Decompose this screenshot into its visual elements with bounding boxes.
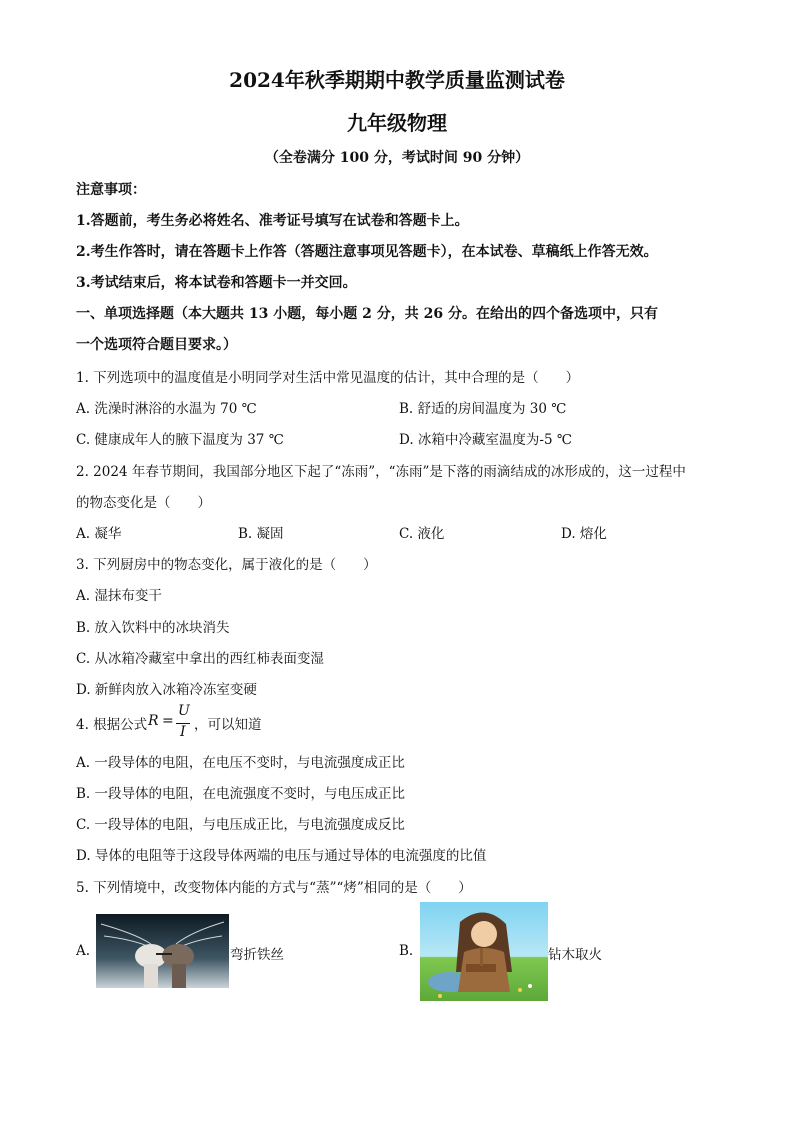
q5-option-a-text: 弯折铁丝 [230, 947, 284, 963]
q4-option-c: C. 一段导体的电阻，与电压成正比，与电流强度成反比 [76, 817, 405, 833]
bending-wire-image [96, 914, 229, 988]
q1-stem: 1. 下列选项中的温度值是小明同学对生活中常见温度的估计，其中合理的是（ ） [76, 370, 580, 386]
q5-option-a-letter: A. [76, 943, 91, 959]
q4-option-d: D. 导体的电阻等于这段导体两端的电压与通过导体的电流强度的比值 [76, 848, 487, 864]
q3-stem: 3. 下列厨房中的物态变化，属于液化的是（ ） [76, 557, 377, 573]
q5-option-b-text: 钻木取火 [548, 947, 602, 963]
q2-option-d: D. 熔化 [561, 526, 607, 542]
q4-option-b: B. 一段导体的电阻，在电流强度不变时，与电压成正比 [76, 786, 406, 802]
formula-equals: = [162, 713, 174, 729]
q4-stem-prefix: 4. 根据公式 [76, 717, 148, 733]
q1-option-d: D. 冰箱中冷藏室温度为-5 ℃ [399, 432, 572, 448]
exam-note: （全卷满分 100 分，考试时间 90 分钟） [264, 150, 530, 166]
instruction-item-3: 3.考试结束后，将本试卷和答题卡一并交回。 [76, 275, 357, 291]
instruction-item-1: 1.答题前，考生务必将姓名、准考证号填写在试卷和答题卡上。 [76, 213, 469, 229]
q4-stem-suffix: ，可以知道 [194, 717, 262, 733]
q1-option-c: C. 健康成年人的腋下温度为 37 ℃ [76, 432, 284, 448]
q5-stem: 5. 下列情境中，改变物体内能的方式与“蒸”“烤”相同的是（ ） [76, 880, 472, 896]
q3-option-b: B. 放入饮料中的冰块消失 [76, 620, 230, 636]
q2-option-b: B. 凝固 [238, 526, 284, 542]
q2-option-c: C. 液化 [399, 526, 445, 542]
q3-option-c: C. 从冰箱冷藏室中拿出的西红柿表面变湿 [76, 651, 324, 667]
formula-r: R [148, 713, 159, 729]
formula-numerator: U [178, 703, 190, 719]
q4-option-a: A. 一段导体的电阻，在电压不变时，与电流强度成正比 [76, 755, 405, 771]
section-heading-line2: 一个选项符合题目要求。） [76, 337, 237, 353]
instruction-item-2: 2.考生作答时，请在答题卡上作答（答题注意事项见答题卡），在本试卷、草稿纸上作答无效。 [76, 244, 658, 260]
q3-option-a: A. 湿抹布变干 [76, 588, 162, 604]
q3-option-d: D. 新鲜肉放入冰箱冷冻室变硬 [76, 682, 257, 698]
q1-option-b: B. 舒适的房间温度为 30 ℃ [399, 401, 567, 417]
instructions-heading: 注意事项： [76, 182, 146, 198]
section-heading-line1: 一、单项选择题（本大题共 13 小题，每小题 2 分，共 26 分。在给出的四个备选项中，只有 [76, 306, 658, 322]
q2-stem-line1: 2. 2024 年春节期间，我国部分地区下起了“冻雨”，“冻雨”是下落的雨滴结成的冰形成的，这一过程中 [76, 464, 686, 480]
drilling-wood-fire-image [420, 902, 548, 1001]
q5-option-b-letter: B. [399, 943, 414, 959]
exam-subtitle: 九年级物理 [347, 111, 447, 135]
formula-denominator: I [180, 724, 186, 740]
q2-stem-line2: 的物态变化是（ ） [76, 495, 211, 511]
exam-title: 2024年秋季期期中教学质量监测试卷 [229, 68, 565, 92]
q2-option-a: A. 凝华 [76, 526, 122, 542]
q1-option-a: A. 洗澡时淋浴的水温为 70 ℃ [76, 401, 257, 417]
